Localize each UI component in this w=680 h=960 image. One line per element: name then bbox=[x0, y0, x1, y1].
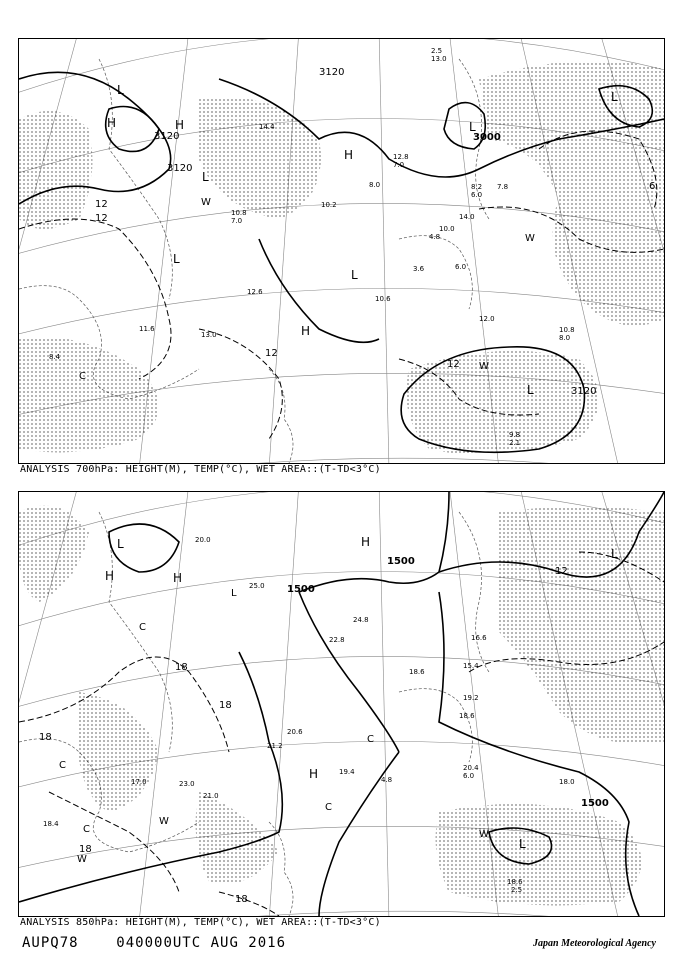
obs-value: 2.5 bbox=[511, 886, 523, 894]
obs-value: 6.0 bbox=[463, 772, 475, 780]
system-marker: H bbox=[107, 116, 117, 130]
obs-value: 17.0 bbox=[131, 778, 147, 786]
obs-value: 20.4 bbox=[463, 764, 479, 772]
contour-label: 1500 bbox=[287, 584, 315, 595]
agency-credit: Japan Meteorological Agency bbox=[533, 938, 656, 949]
caption-700hpa: ANALYSIS 700hPa: HEIGHT(M), TEMP(°C), WET AREA::(T-TD<3°C) bbox=[20, 464, 381, 475]
system-marker: L bbox=[117, 537, 124, 551]
system-marker: H bbox=[309, 767, 319, 781]
system-marker: L bbox=[519, 837, 526, 851]
chart-identifier bbox=[22, 935, 286, 951]
isotherm-label: 18 bbox=[235, 894, 248, 905]
map-700-svg bbox=[19, 39, 664, 463]
system-marker: C bbox=[139, 622, 146, 633]
obs-value: 14.4 bbox=[259, 123, 275, 131]
obs-value: 6.0 bbox=[471, 191, 483, 199]
system-marker: L bbox=[527, 383, 534, 397]
obs-value: 20.0 bbox=[195, 536, 211, 544]
obs-value: 2.5 bbox=[431, 47, 443, 55]
system-marker: H bbox=[173, 571, 183, 585]
obs-value: 18.0 bbox=[559, 778, 575, 786]
analysis-700hpa-map bbox=[18, 38, 665, 464]
obs-value: 12.8 bbox=[393, 153, 409, 161]
obs-value: 10.8 bbox=[559, 326, 575, 334]
obs-value: 8.0 bbox=[369, 181, 381, 189]
obs-value: 3.6 bbox=[413, 265, 425, 273]
obs-value: 21.0 bbox=[203, 792, 219, 800]
system-marker: L bbox=[117, 83, 124, 97]
caption-850hpa: ANALYSIS 850hPa: HEIGHT(M), TEMP(°C), WET AREA::(T-TD<3°C) bbox=[20, 917, 381, 928]
obs-value: 18.6 bbox=[507, 878, 523, 886]
obs-value: 19.2 bbox=[463, 694, 479, 702]
system-marker: W bbox=[77, 854, 87, 865]
isotherm-label: 12 bbox=[555, 566, 568, 577]
obs-value: 14.0 bbox=[459, 213, 475, 221]
system-marker: L bbox=[469, 120, 476, 134]
isotherm-label: 12 bbox=[95, 199, 108, 210]
system-marker: L bbox=[351, 268, 358, 282]
chart-code: AUPQ78 bbox=[22, 935, 79, 951]
obs-value: 2.1 bbox=[509, 439, 521, 447]
obs-value: 10.8 bbox=[231, 209, 247, 217]
system-marker: C bbox=[367, 734, 374, 745]
obs-value: 18.6 bbox=[459, 712, 475, 720]
contour-label: 3120 bbox=[167, 163, 193, 174]
system-marker: W bbox=[479, 361, 489, 372]
system-marker: W bbox=[159, 816, 169, 827]
system-marker: C bbox=[59, 760, 66, 771]
contour-label: 1500 bbox=[387, 556, 415, 567]
isotherm-label: 18 bbox=[39, 732, 52, 743]
system-marker: H bbox=[175, 118, 185, 132]
obs-value: 8.4 bbox=[49, 353, 61, 361]
isotherm-label: 12 bbox=[447, 359, 460, 370]
obs-value: 7.0 bbox=[393, 161, 405, 169]
system-marker: L bbox=[173, 252, 180, 266]
obs-value: 18.6 bbox=[409, 668, 425, 676]
obs-value: 22.8 bbox=[329, 636, 345, 644]
system-marker: L bbox=[611, 547, 618, 561]
obs-value: 24.8 bbox=[353, 616, 369, 624]
system-marker: L bbox=[231, 588, 237, 599]
system-marker: H bbox=[301, 324, 311, 338]
obs-value: 8.2 bbox=[471, 183, 483, 191]
system-marker: H bbox=[361, 535, 371, 549]
obs-value: 11.6 bbox=[139, 325, 155, 333]
isotherm-label: 6 bbox=[649, 181, 656, 192]
obs-value: 9.8 bbox=[509, 431, 521, 439]
obs-value: 10.6 bbox=[375, 295, 391, 303]
system-marker: L bbox=[202, 170, 209, 184]
contour-label: 3120 bbox=[571, 386, 597, 397]
map-850-svg bbox=[19, 492, 664, 916]
obs-value: 20.6 bbox=[287, 728, 303, 736]
obs-value: 23.0 bbox=[179, 780, 195, 788]
analysis-850hpa-map bbox=[18, 491, 665, 917]
contour-label: 1500 bbox=[581, 798, 609, 809]
system-marker: C bbox=[79, 371, 86, 382]
obs-value: 4.8 bbox=[429, 233, 441, 241]
contour-label: 3000 bbox=[473, 132, 501, 143]
obs-value: 15.4 bbox=[463, 662, 479, 670]
obs-value: 12.0 bbox=[479, 315, 495, 323]
system-marker: H bbox=[105, 569, 115, 583]
obs-value: 10.2 bbox=[321, 201, 337, 209]
obs-value: 18.4 bbox=[43, 820, 59, 828]
system-marker: C bbox=[83, 824, 90, 835]
chart-time: 040000UTC AUG 2016 bbox=[116, 935, 287, 951]
obs-value: 7.8 bbox=[497, 183, 509, 191]
system-marker: H bbox=[344, 148, 354, 162]
obs-value: 4.8 bbox=[381, 776, 393, 784]
obs-value: 6.0 bbox=[455, 263, 467, 271]
isotherm-label: 12 bbox=[265, 348, 278, 359]
obs-value: 13.0 bbox=[201, 331, 217, 339]
system-marker: W bbox=[525, 233, 535, 244]
obs-value: 8.0 bbox=[559, 334, 571, 342]
obs-value: 10.0 bbox=[439, 225, 455, 233]
system-marker: C bbox=[325, 802, 332, 813]
isotherm-label: 18 bbox=[175, 662, 188, 673]
obs-value: 12.6 bbox=[247, 288, 263, 296]
system-marker: W bbox=[201, 197, 211, 208]
obs-value: 16.6 bbox=[471, 634, 487, 642]
obs-value: 25.0 bbox=[249, 582, 265, 590]
isotherm-label: 12 bbox=[95, 213, 108, 224]
contour-label: 3120 bbox=[319, 67, 345, 78]
obs-value: 19.4 bbox=[339, 768, 355, 776]
isotherm-label: 18 bbox=[79, 844, 92, 855]
system-marker: W bbox=[479, 829, 489, 840]
obs-value: 13.0 bbox=[431, 55, 447, 63]
contour-label: 3120 bbox=[154, 131, 180, 142]
system-marker: L bbox=[611, 90, 618, 104]
isotherm-label: 18 bbox=[219, 700, 232, 711]
obs-value: 7.0 bbox=[231, 217, 243, 225]
obs-value: 21.2 bbox=[267, 742, 283, 750]
